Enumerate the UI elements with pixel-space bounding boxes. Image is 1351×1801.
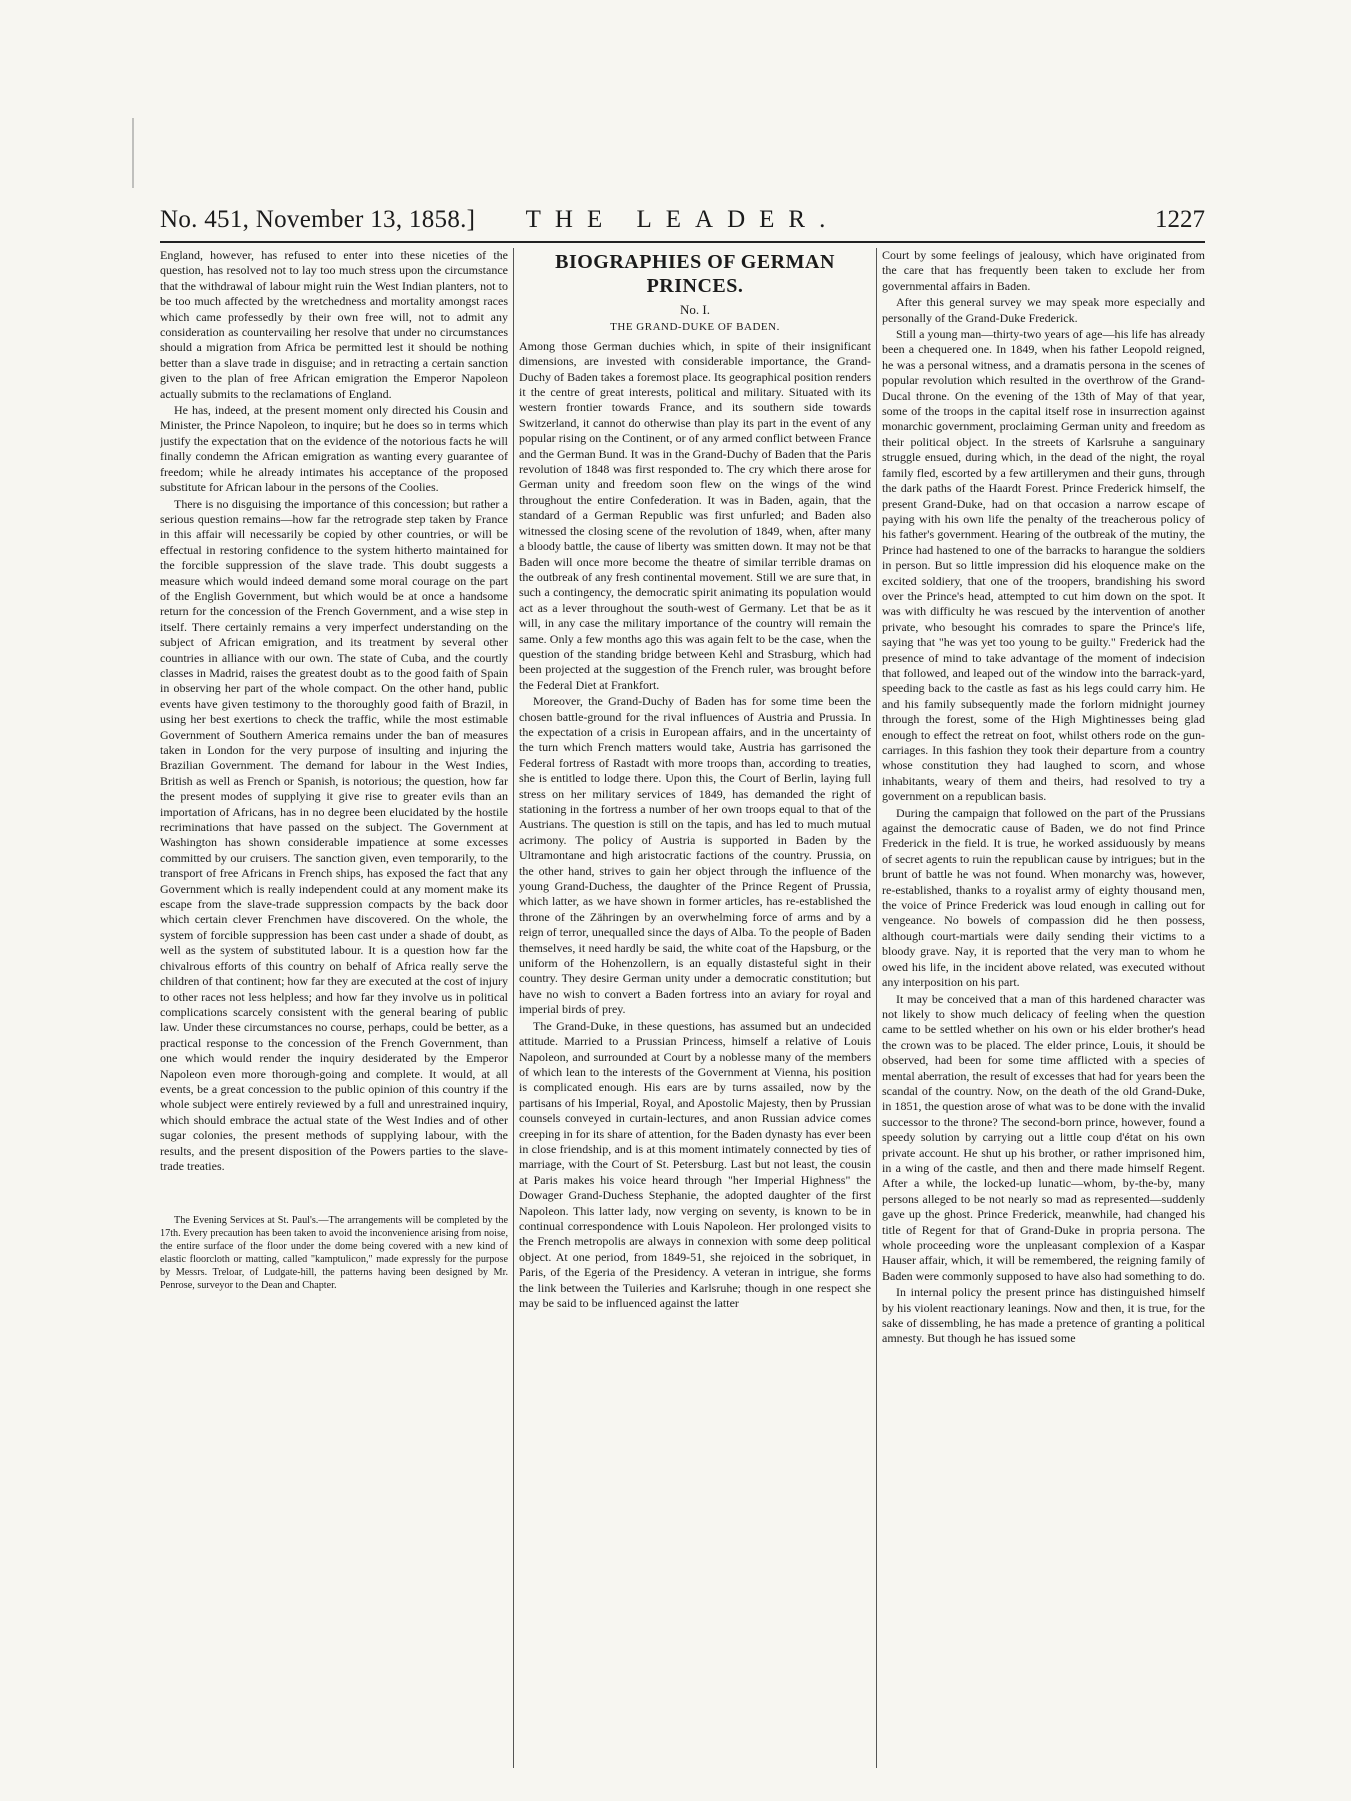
news-note (160, 1214, 508, 1292)
paragraph: There is no disguising the importance of this concession; but rather a serious question remains—how far the retrograde step taken by France in this affair will necessarily be copied by other countries, or will be effectual in restoring confidence to the system hitherto maintained for the forcible suppression of the slave trade. This doubt suggests a measure which would indeed demand some moral courage on the part of the English Government, but which would be at once a handsome return for the concession of the French Government, and a wise step in itself. There certainly remains a very imperfect understanding on the subject of African emigration, and its treatment by several other countries in alliance with our own. The state of Cuba, and the courtly classes in Madrid, raises the greatest doubt as to the good faith of Spain in observing her part of the whole compact. On the other hand, public events have given testimony to the thoroughly good faith of Brazil, in using her best exertions to check the traffic, while the most estimable Government of Southern America remains under the ban of measures taken in London for the very purpose of insulting and injuring the Brazilian Government. The demand for labour in the West Indies, British as well as French or Spanish, is notorious; the question, how far the present modes of supplying it give rise to greater evils than an importation of Africans, has in no degree been elucidated by the hostile recriminations that have passed on the subject. The Government at Washington has shown considerable impatience at some excesses committed by our cruisers. The sanction given, even temporarily, to the transport of free Africans in French ships, has exposed the fact that any Government which is really independent could at any moment make its escape from the slave-trade suppression compacts by the back door which certain clever Frenchmen have discovered. On the whole, the system of forcible suppression has been cast under a shade of doubt, as well as the system of substituted labour. It is a question how far the chivalrous efforts of this country on behalf of Africa really serve the children of that continent; how far they are executed at the cost of injury to other races not less helpless; and how far they involve us in political complications scarcely consistent with the general bearing of public law. Under these circumstances no course, perhaps, could be better, as a practical response to the concession of the French Government, than one which would render the inquiry desiderated by the Emperor Napoleon even more thorough-going and complete. It would, at all events, be a great concession to the public opinion of this country if the whole subject were entirely reviewed by a full and unrestrained inquiry, which should embrace the actual state of the West Indies and of other sugar colonies, the present methods of supplying labour, with the results, and the present disposition of the Powers parties to the slave-trade treaties. (160, 496, 508, 1173)
paragraph: Among those German duchies which, in spite of their insignificant dimensions, are invested with considerable importance, the Grand-Duchy of Baden takes a foremost place. Its geographical position renders it the centre of great interests, political and military. Situated with its western frontier towards France, and its southern side towards Switzerland, it cannot do otherwise than play its part in the event of any popular rising on the Continent, or of any armed conflict between France and the German Bund. It was in the Grand-Duchy of Baden that the Paris revolution of 1848 was first responded to. The cry which there arose for German unity and freedom soon flew on the wings of the wind throughout the entire Confederation. It was in Baden, again, that the standard of a German Republic was first unfurled; and Baden also witnessed the closing scene of the revolution of 1849, when, after many a bloody battle, the cause of liberty was smitten down. It may not be that Baden will once more become the theatre of similar terrible dramas on the outbreak of any fresh continental movement. Still we are sure that, in such a contingency, the democratic spirit animating its population would act as a lever throughout the south-west of Germany. Let that be as it will, in any case the military importance of the country will remain the same. Only a few months ago this was again felt to be the case, when the question of the standing bridge between Kehl and Strasburg, which had been projected at the suggestion of the French ruler, was brought before the Federal Diet at Frankfort. (519, 338, 871, 692)
header-rule (160, 241, 1205, 243)
column-divider (876, 248, 877, 1768)
paragraph: England, however, has refused to enter into these niceties of the question, has resolved not to lay too much stress upon the circumstance that the withdrawal of labour might ruin the West Indian planters, not to be too much affected by the wretchedness and mortality amongst races which came professedly by their own free will, not to admit any consideration as countervailing her resolve that under no circumstances should a migration from Africa be permitted lest it should be nothing better than a slave trade in disguise; and in retracting a certain sanction given to the plan of free African emigration the Emperor Napoleon actually submits to the reclamations of England. (160, 248, 508, 401)
paragraph: It may be conceived that a man of this hardened character was not likely to show much delicacy of feeling when the question came to be settled whether on his own or his elder brother's head the crown was to be placed. The elder prince, Louis, it should be observed, had been for some time afflicted with a species of mental aberration, the result of excesses that had for years been the scandal of the country. Now, on the death of the old Grand-Duke, in 1851, the question arose of what was to be done with the invalid successor to the throne? The second-born prince, however, found a speedy solution by carrying out a little coup d'état on his own private account. He shut up his brother, or rather imprisoned him, in a wing of the castle, and then and there made himself Regent. After a while, the locked-up lunatic—whom, by-the-by, many persons alleged to be not nearly so mad as represented—suddenly gave up the ghost. Prince Frederick, meanwhile, had changed his title of Regent for that of Grand-Duke in propria persona. The whole proceeding wore the unpleasant complexion of a Kaspar Hauser affair, which, it will be remembered, the reigning family of Baden were commonly supposed to have also had something to do. (882, 991, 1205, 1283)
paper-title: THE LEADER. (525, 206, 840, 233)
article-subtitle: THE GRAND-DUKE OF BADEN. (610, 321, 780, 334)
paragraph: During the campaign that followed on the part of the Prussians against the democratic cause of Baden, we do not find Prince Frederick in the field. It is true, he worked assiduously by means of secret agents to ruin the republican cause by intrigues; but in the brunt of battle he was not found. When monarchy was, however, re-established, thanks to a royalist army of eighty thousand men, the voice of Prince Frederick was loud enough in calling out for vengeance. No bowels of compassion did he then possess, although court-martials were daily sending their victims to a bloody grave. Nay, it is reported that the very man to whom he owed his life, in the incident above related, was executed without any interposition on his part. (882, 805, 1205, 990)
column-1 (160, 248, 508, 1768)
paragraph: In internal policy the present prince has distinguished himself by his violent reactionary leanings. Now and then, it is true, for the sake of dissembling, he has made a pretence of granting a political amnesty. But though he has issued some (882, 1285, 1205, 1346)
issue-date: No. 451, November 13, 1858.] (160, 206, 476, 233)
article-title: BIOGRAPHIES OF GERMAN PRINCES. (555, 251, 835, 297)
page-number: 1227 (1155, 206, 1205, 233)
note-text: The Evening Services at St. Paul's.—The arrangements will be completed by the 17th. Every precaution has been taken to avoid the inconvenience arising from noise, the entire surface of the floor under the dome being covered with a new kind of elastic floorcloth or matting, called "kamptulicon," made expressly for the purpose by Messrs. Treloar, of Ludgate-hill, the patterns having been designed by Mr. Penrose, surveyor to the Dean and Chapter. (160, 1215, 508, 1292)
column-divider (513, 248, 514, 1768)
masthead (160, 206, 1205, 240)
paragraph: Moreover, the Grand-Duchy of Baden has for some time been the chosen battle-ground for the rival influences of Austria and Prussia. In the expectation of a crisis in European affairs, and in the uncertainty of the turn which French matters would take, Austria has garrisoned the Federal fortress of Rastadt with more troops than, according to treaties, she is entitled to lodge there. Upon this, the Court of Berlin, laying full stress on her military services of 1849, has demanded the right of stationing in the fortress a number of her own troops equal to that of the Austrians. The question is still on the tapis, and has led to much mutual acrimony. The policy of Austria is supported in Baden by the Ultramontane and high aristocratic factions of the country. Prussia, on the other hand, strives to gain her object through the influence of the young Grand-Duchess, the daughter of the Prince Regent of Prussia, which latter, as we have shown in former articles, has re-established the throne of the Zähringen by an overwhelming force of arms and by a reign of terror, unequalled since the days of Alba. To the people of Baden themselves, it need hardly be said, the white coat of the Hapsburg, or the uniform of the Hohenzollern, is an equally distasteful sight in their country. They desire German unity under a democratic constitution; but have no wish to convert a Baden fortress into an aviary for royal and imperial birds of prey. (519, 694, 871, 1017)
paragraph: The Grand-Duke, in these questions, has assumed but an undecided attitude. Married to a Prussian Princess, himself a relative of Louis Napoleon, and surrounded at Court by a noblesse many of the members of which lean to the interests of the Government at Vienna, his position is complicated enough. His ears are by turns assailed, now by the partisans of his Imperial, Royal, and Apostolic Majesty, then by Prussian counsels conveyed in curtain-lectures, and anon Russian advice comes creeping in for its share of attention, for the Baden dynasty has ever been in close friendship, and is at this moment intimately connected by ties of marriage, with the Court of St. Petersburg. Last but not least, the cousin at Paris makes his voice heard through "her Imperial Highness" the Dowager Grand-Duchess Stephanie, the adopted daughter of the first Napoleon. This latter lady, now verging on seventy, is known to be in continual correspondence with Louis Napoleon. Her prolonged visits to the French metropolis are always in connexion with some deep political object. At one period, from 1849-51, she rejoiced in the sobriquet, in Paris, of the Egeria of the Presidency. A veteran in intrigue, she forms the link between the Tuileries and Karlsruhe; though in one respect she may be said to be influenced against the latter (519, 1018, 871, 1310)
paragraph: After this general survey we may speak more especially and personally of the Grand-Duke Frederick. (882, 295, 1205, 325)
paragraph: He has, indeed, at the present moment only directed his Cousin and Minister, the Prince Napoleon, to inquire; but he does so in terms which justify the expectation that on the evidence of the notorious facts he will finally condemn the African emigration as wanting every guarantee of freedom; while he already intimates his acceptance of the proposed substitute for African labour in the persons of the Coolies. (160, 403, 508, 495)
column-3 (882, 248, 1205, 1768)
paragraph: Court by some feelings of jealousy, which have originated from the care that has frequently been taken to exclude her from governmental affairs in Baden. (882, 248, 1205, 293)
paragraph: Still a young man—thirty-two years of age—his life has already been a chequered one. In 1849, when his father Leopold reigned, he was a personal witness, and a dramatis persona in the scenes of popular revolution which resulted in the overthrow of the Grand-Ducal throne. On the evening of the 13th of May of that year, some of the troops in the capital itself rose in insurrection against monarchic government, proclaiming German unity and freedom as their political object. In the streets of Karlsruhe a sanguinary struggle ensued, during which, in the dead of the night, the royal family fled, escorted by a few artillerymen and their guns, through the dark paths of the Haardt Forest. Prince Frederick himself, the present Grand-Duke, had on that occasion a narrow escape of paying with his own life the penalty of the treacherous policy of his father's government. Hearing of the outbreak of the mutiny, the Prince had hastened to one of the barracks to harangue the soldiers in person. But so little impression did his eloquence make on the excited soldiery, that one of the troopers, brandishing his sword over the Prince's head, attempted to cut him down on the spot. It was with difficulty he was rescued by the intervention of another private, who besought his comrades to spare the Prince's life, saying that "he was yet too young to be guilty." Frederick had the presence of mind to take advantage of the moment of indecision that followed, and leaped out of the window into the barrack-yard, speeding back to the castle as fast as his legs could carry him. He and his family subsequently made the forlorn midnight journey through the forest, some of the High Mightinesses being glad enough to effect the retreat on foot, whilst others rode on the gun-carriages. In this fashion they took their departure from a country whose constitution they had laughed to scorn, and whose inhabitants, weary of them and theirs, had resolved to try a government on a republican basis. (882, 327, 1205, 804)
scan-edge-mark (132, 118, 144, 188)
column-2 (519, 248, 871, 1768)
article-number: No. I. (680, 302, 710, 317)
